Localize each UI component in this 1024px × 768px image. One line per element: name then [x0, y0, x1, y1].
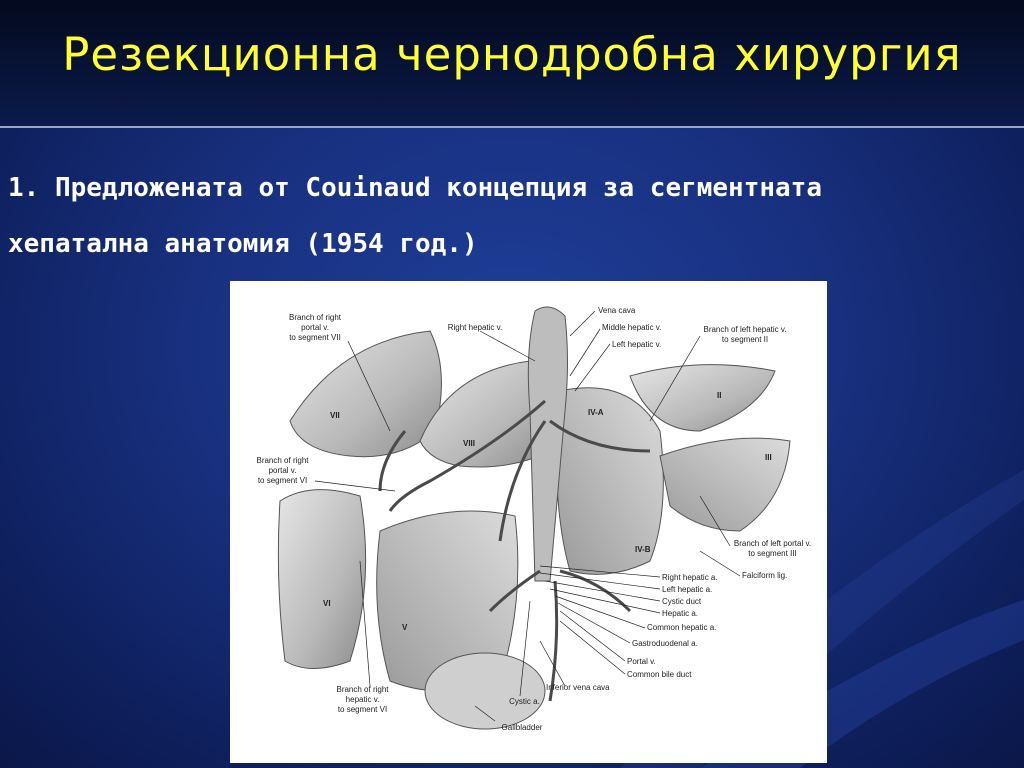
label-vena-cava: Vena cava	[598, 306, 636, 315]
label-right-hepatic-v: Right hepatic v.	[447, 323, 503, 332]
label-hepatic-a: Hepatic a.	[662, 609, 699, 618]
label-right-hepatic-a: Right hepatic a.	[662, 573, 718, 582]
label-falciform-lig: Falciform lig.	[742, 571, 788, 580]
label-common-hepatic-a: Common hepatic a.	[647, 623, 717, 632]
label-gastroduodenal-a: Gastroduodenal a.	[632, 639, 698, 648]
body-text	[8, 160, 1018, 272]
label-branch-left-hepatic-ii: Branch of left hepatic v. to segment II	[703, 325, 787, 344]
vena-cava-shape	[528, 307, 567, 581]
segment-viii-label: VIII	[463, 439, 476, 448]
label-left-hepatic-a: Left hepatic a.	[662, 585, 713, 594]
label-cystic-a: Cystic a.	[509, 697, 540, 706]
slide-title: Резекционна чернодробна хирургия	[62, 28, 962, 81]
label-cystic-duct: Cystic duct	[662, 597, 702, 606]
label-portal-v: Portal v.	[627, 657, 656, 666]
body-line-2: хепатална анатомия (1954 год.)	[8, 229, 478, 259]
segment-vi-label: VI	[323, 599, 331, 608]
body-line-1: 1. Предложената от Couinaud концепция за сегментната	[8, 173, 822, 203]
label-branch-left-portal-iii: Branch of left portal v. to segment III	[733, 539, 812, 558]
title-divider	[0, 126, 1024, 128]
segment-ivb-label: IV-B	[635, 545, 651, 554]
segment-v-label: V	[402, 623, 408, 632]
gallbladder-shape	[425, 653, 545, 729]
segment-iva-label: IV-A	[588, 408, 604, 417]
segment-vii-shape	[290, 331, 441, 457]
segment-vii-label: VII	[330, 411, 340, 420]
liver-illustration	[230, 281, 827, 763]
segment-vi-shape	[278, 490, 365, 669]
label-left-hepatic-v: Left hepatic v.	[612, 340, 662, 349]
label-common-bile-duct: Common bile duct	[627, 670, 692, 679]
label-inferior-vena-cava: Inferior vena cava	[546, 683, 610, 692]
label-branch-right-hepatic-vi: Branch of right hepatic v. to segment VI	[336, 685, 389, 714]
segment-ii-label: II	[717, 391, 722, 400]
label-branch-right-portal-vii: Branch of right portal v. to segment VII	[288, 313, 342, 342]
segment-iii-label: III	[765, 453, 772, 462]
label-middle-hepatic-v: Middle hepatic v.	[602, 323, 662, 332]
liver-anatomy-figure	[230, 281, 827, 763]
label-branch-right-portal-vi: Branch of right portal v. to segment VI	[256, 456, 309, 485]
label-gallbladder: Gallbladder	[501, 723, 543, 732]
